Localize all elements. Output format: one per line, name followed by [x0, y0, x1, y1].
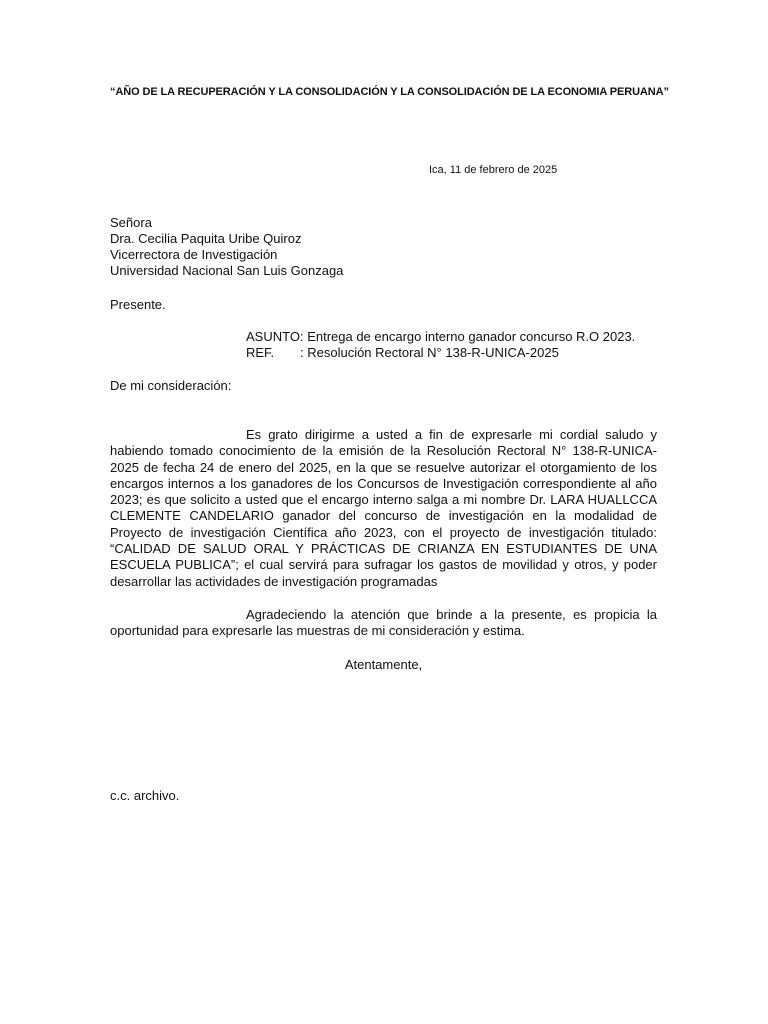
- body-paragraph-2: Agradeciendo la atención que brinde a la presente, es propicia la oportunidad para expresarle las muestras de mi consideración y estima.: [110, 607, 657, 639]
- asunto-label: ASUNTO:: [246, 329, 304, 344]
- recipient-institution: Universidad Nacional San Luis Gonzaga: [110, 263, 344, 278]
- cc-line: c.c. archivo.: [110, 788, 180, 803]
- ref-line: [246, 345, 635, 361]
- subject-block: [246, 329, 635, 361]
- year-title: “AÑO DE LA RECUPERACIÓN Y LA CONSOLIDACIÓN Y LA CONSOLIDACIÓN DE LA ECONOMIA PERUANA”: [110, 86, 669, 98]
- presente-line: Presente.: [110, 297, 166, 312]
- recipient-salutation: Señora: [110, 215, 152, 230]
- date-line: Ica, 11 de febrero de 2025: [429, 164, 558, 176]
- recipient-block: [110, 215, 343, 279]
- ref-text: : Resolución Rectoral N° 138-R-UNICA-2025: [300, 345, 559, 360]
- body-paragraph-1: Es grato dirigirme a usted a fin de expresarle mi cordial saludo y habiendo tomado conocimiento de la emisión de la Resolución Rectoral N° 138-R-UNICA-2025 de fecha 24 de enero del 2025, en la que se resuelve autorizar el otorgamiento de los encargos internos a los ganadores de los Concursos de Investigación correspondiente al año 2023; es que solicito a usted que el encargo interno salga a mi nombre Dr. LARA HUALLCCA CLEMENTE CANDELARIO ganador del concurso de investigación en la modalidad de Proyecto de investigación Científica año 2023, con el proyecto de investigación titulado: “CALIDAD DE SALUD ORAL Y PRÁCTICAS DE CRIANZA EN ESTUDIANTES DE UNA ESCUELA PUBLICA”; el cual servirá para sufragar los gastos de movilidad y otros, y poder desarrollar las actividades de investigación programadas: [110, 427, 657, 589]
- asunto-line: [246, 329, 635, 345]
- closing: Atentamente,: [344, 657, 423, 672]
- greeting: De mi consideración:: [110, 378, 232, 393]
- recipient-name: Dra. Cecilia Paquita Uribe Quiroz: [110, 231, 302, 246]
- asunto-text: Entrega de encargo interno ganador concurso R.O 2023.: [307, 329, 636, 344]
- ref-label: REF.: [246, 345, 275, 360]
- recipient-position: Vicerrectora de Investigación: [110, 247, 278, 262]
